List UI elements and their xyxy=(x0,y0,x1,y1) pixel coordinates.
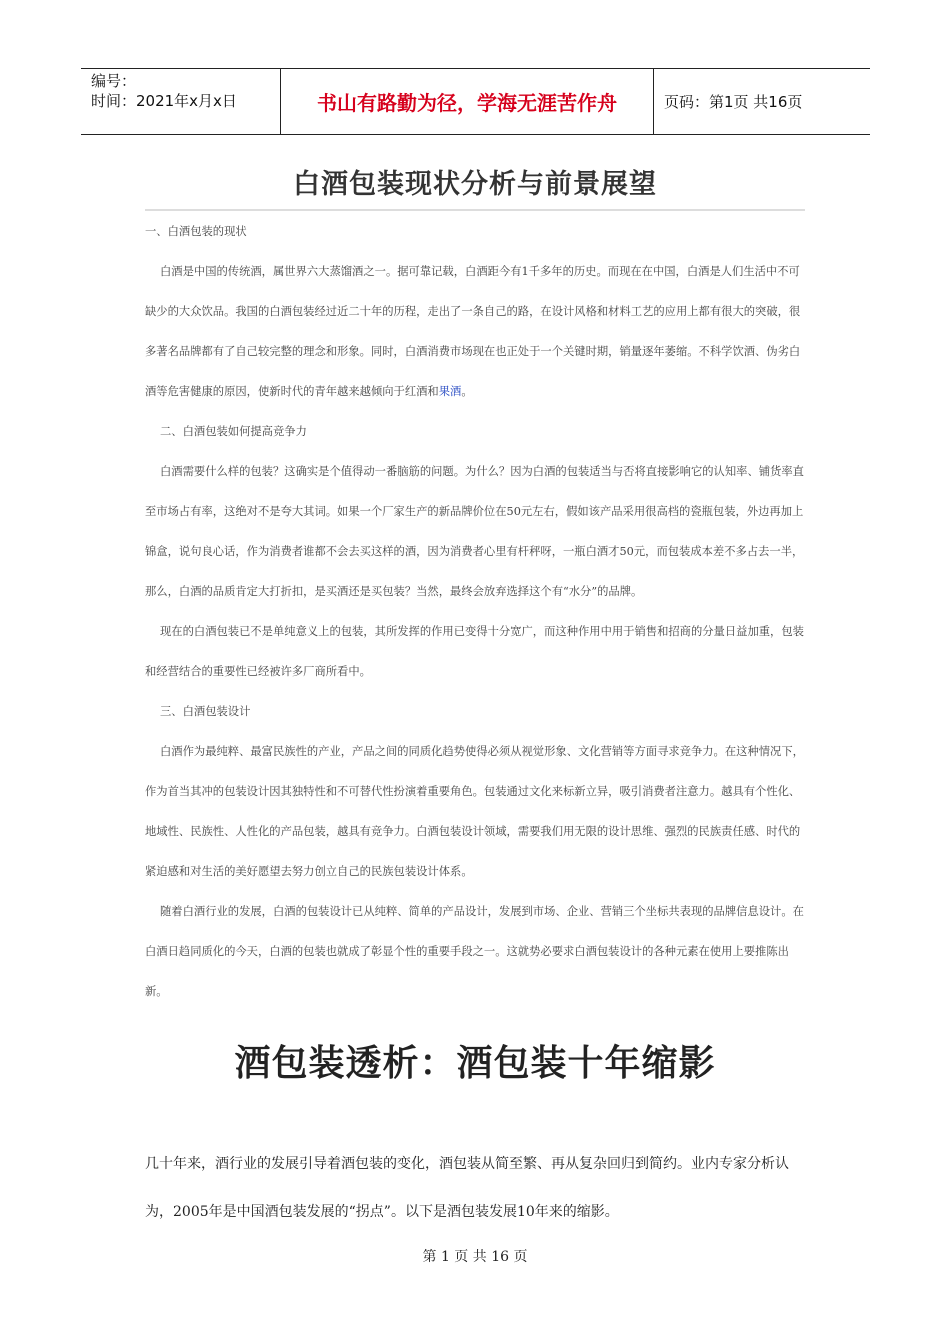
article-title: 白酒包装现状分析与前景展望 xyxy=(293,169,657,200)
section2-paragraph-2: 现在的白酒包装已不是单纯意义上的包装，其所发挥的作用已变得十分宽广，而这种作用中用于销售和招商的分量日益加重，包装和经营结合的重要性已经被许多厂商所看中。 xyxy=(145,625,804,678)
page-header xyxy=(81,68,870,135)
section3-paragraph-2: 随着白酒行业的发展，白酒的包装设计已从纯粹、简单的产品设计，发展到市场、企业、营销三个坐标共表现的品牌信息设计。在白酒日趋同质化的今天，白酒的包装也就成了彰显个性的重要手段之一。这就势必要求白酒包装设计的各种元素在使用上要推陈出新。 xyxy=(145,905,804,998)
header-motto: 书山有路勤为径，学海无涯苦作舟 xyxy=(281,69,654,134)
second-article-title: 酒包装透析：酒包装十年缩影 xyxy=(234,1042,716,1084)
header-number-label: 编号： xyxy=(91,72,137,90)
section1-text-end: 。 xyxy=(461,385,473,398)
section3-paragraph-1: 白酒作为最纯粹、最富民族性的产业，产品之间的同质化趋势使得必须从视觉形象、文化营销等方面寻求竞争力。在这种情况下，作为首当其冲的包装设计因其独特性和不可替代性扮演着重要角色。包装通过文化来标新立异，吸引消费者注意力。越具有个性化、地域性、民族性、人性化的产品包装，越具有竞争力。白酒包装设计领域，需要我们用无限的设计思维、强烈的民族责任感、时代的紧迫感和对生活的美好愿望去努力创立自己的民族包装设计体系。 xyxy=(145,745,804,878)
second-article-intro: 几十年来，酒行业的发展引导着酒包装的变化，酒包装从简至繁、再从复杂回归到简约。业内专家分析认为，2005年是中国酒包装发展的“拐点”。以下是酒包装发展10年来的缩影。 xyxy=(145,1156,789,1220)
section3-heading: 三、白酒包装设计 xyxy=(160,705,251,718)
header-meta xyxy=(81,69,281,134)
section1-text: 白酒是中国的传统酒，属世界六大蒸馏酒之一。据可靠记载，白酒距今有1千多年的历史。而现在在中国，白酒是人们生活中不可缺少的大众饮品。我国的白酒包装经过近二十年的历程，走出了一条自己的路，在设计风格和材料工艺的应用上都有很大的突破，很多著名品牌都有了自己较完整的理念和形象。同时，白酒消费市场现在也正处于一个关键时期，销量逐年萎缩。不科学饮酒、伪劣白酒等危害健康的原因，使新时代的青年越来越倾向于红酒和 xyxy=(145,265,801,398)
section2-heading: 二、白酒包装如何提高竞争力 xyxy=(160,425,307,438)
article-body xyxy=(145,222,810,1012)
section2-paragraph-1: 白酒需要什么样的包装？这确实是个值得动一番脑筋的问题。为什么？因为白酒的包装适当与否将直接影响它的认知率、铺货率直至市场占有率，这绝对不是夸大其词。如果一个厂家生产的新品牌价位在50元左右，假如该产品采用很高档的瓷瓶包装，外边再加上锦盒，说句良心话，作为消费者谁都不会去买这样的酒，因为消费者心里有杆秤呀，一瓶白酒才50元，而包装成本差不多占去一半，那么，白酒的品质肯定大打折扣，是买酒还是买包装？当然，最终会放弃选择这个有“水分”的品牌。 xyxy=(145,465,804,598)
section1-paragraph xyxy=(145,252,810,412)
page-footer: 第 1 页 共 16 页 xyxy=(422,1249,528,1265)
header-page-info: 页码：第1页 共16页 xyxy=(664,93,803,111)
section1-heading: 一、白酒包装的现状 xyxy=(145,225,247,238)
fruit-wine-link[interactable]: 果酒 xyxy=(438,385,462,398)
header-time-label: 时间：2021年x月x日 xyxy=(91,92,237,110)
title-divider xyxy=(145,209,805,211)
second-article-body xyxy=(145,1140,810,1236)
